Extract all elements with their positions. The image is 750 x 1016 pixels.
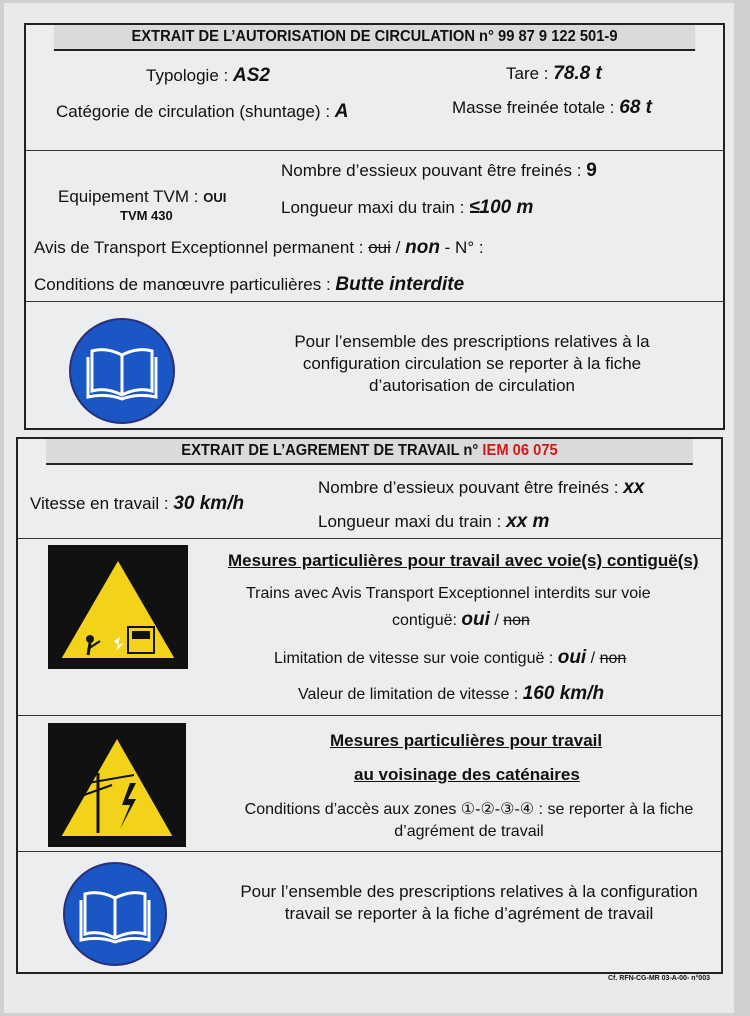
catenaire-title-1: Mesures particulières pour travail — [330, 731, 603, 750]
categorie-value: A — [334, 101, 349, 122]
limitation-row: Limitation de vitesse sur voie contiguë : oui / non — [274, 647, 627, 668]
essieux-value: xx — [623, 477, 645, 498]
longueur-row: Longueur maxi du train : xx m — [318, 511, 550, 532]
masse-row: Masse freinée totale : 68 t — [452, 97, 653, 118]
longueur-value: ≤100 m — [469, 197, 534, 218]
valeur-row: Valeur de limitation de vitesse : 160 km/h — [298, 683, 605, 704]
tvm-row: Equipement TVM : OUI — [58, 187, 227, 206]
tvm-value: OUI — [203, 190, 227, 205]
tare-value: 78.8 t — [553, 63, 602, 84]
avis-oui: oui — [368, 238, 391, 257]
vitesse-value: 30 km/h — [173, 493, 245, 514]
essieux-value: 9 — [586, 160, 597, 181]
divider — [26, 150, 723, 151]
divider — [18, 715, 721, 716]
voie-contigue-title: Mesures particulières pour travail avec voie(s) contiguë(s) — [228, 551, 699, 570]
circulation-note: Pour l’ensemble des prescriptions relatives à la configuration circulation se reporter à la fiche d’autorisation de circulation — [294, 332, 650, 395]
tvm-model: TVM 430 — [120, 208, 173, 223]
divider — [18, 851, 721, 852]
categorie-row: Catégorie de circulation (shuntage) : A — [56, 101, 349, 122]
trains-text: Trains avec Avis Transport Exceptionnel interdits sur voie — [246, 585, 651, 602]
track-work-warning-icon — [48, 545, 188, 669]
essieux-row: Nombre d’essieux pouvant être freinés : 9 — [281, 160, 597, 181]
essieux-row: Nombre d’essieux pouvant être freinés : xx — [318, 477, 645, 498]
agrement-number: IEM 06 075 — [482, 442, 558, 459]
acces-text: Conditions d’accès aux zones ①-②-③-④ : se reporter à la fiche d’agrément de travail — [244, 801, 694, 840]
book-icon — [62, 861, 168, 967]
divider — [26, 301, 723, 302]
book-icon — [68, 317, 176, 425]
typologie-value: AS2 — [232, 65, 270, 86]
masse-value: 68 t — [619, 97, 653, 118]
avis-non: non — [405, 237, 440, 258]
conditions-value: Butte interdite — [335, 274, 465, 295]
contigue-row: contiguë: oui / non — [392, 609, 530, 630]
longueur-row: Longueur maxi du train : ≤100 m — [281, 197, 534, 218]
avis-row: Avis de Transport Exceptionnel permanent : oui / non - N° : — [34, 237, 484, 258]
circulation-title: EXTRAIT DE L’AUTORISATION DE CIRCULATION n° 99 87 9 122 501-9 — [54, 25, 695, 51]
travail-title: EXTRAIT DE L’AGREMENT DE TRAVAIL n° IEM 06 075 — [46, 439, 693, 465]
valeur-value: 160 km/h — [522, 683, 605, 704]
tare-row: Tare : 78.8 t — [506, 63, 602, 84]
typologie-row: Typologie : AS2 — [146, 65, 270, 86]
travail-note: Pour l’ensemble des prescriptions relatives à la configuration travail se reporter à la fiche d’agrément de travail — [240, 882, 698, 923]
conditions-row: Conditions de manœuvre particulières : Butte interdite — [34, 274, 465, 295]
catenary-warning-icon — [48, 723, 186, 847]
footer-reference: Cf. RFN-CG-MR 03-A-00- n°003 — [608, 975, 710, 982]
vitesse-row: Vitesse en travail : 30 km/h — [30, 493, 245, 514]
divider — [18, 538, 721, 539]
circulation-section — [24, 23, 725, 430]
travail-section — [16, 437, 723, 974]
longueur-value: xx m — [506, 511, 550, 532]
info-plate — [4, 3, 734, 1013]
catenaire-title-2: au voisinage des caténaires — [354, 765, 580, 784]
